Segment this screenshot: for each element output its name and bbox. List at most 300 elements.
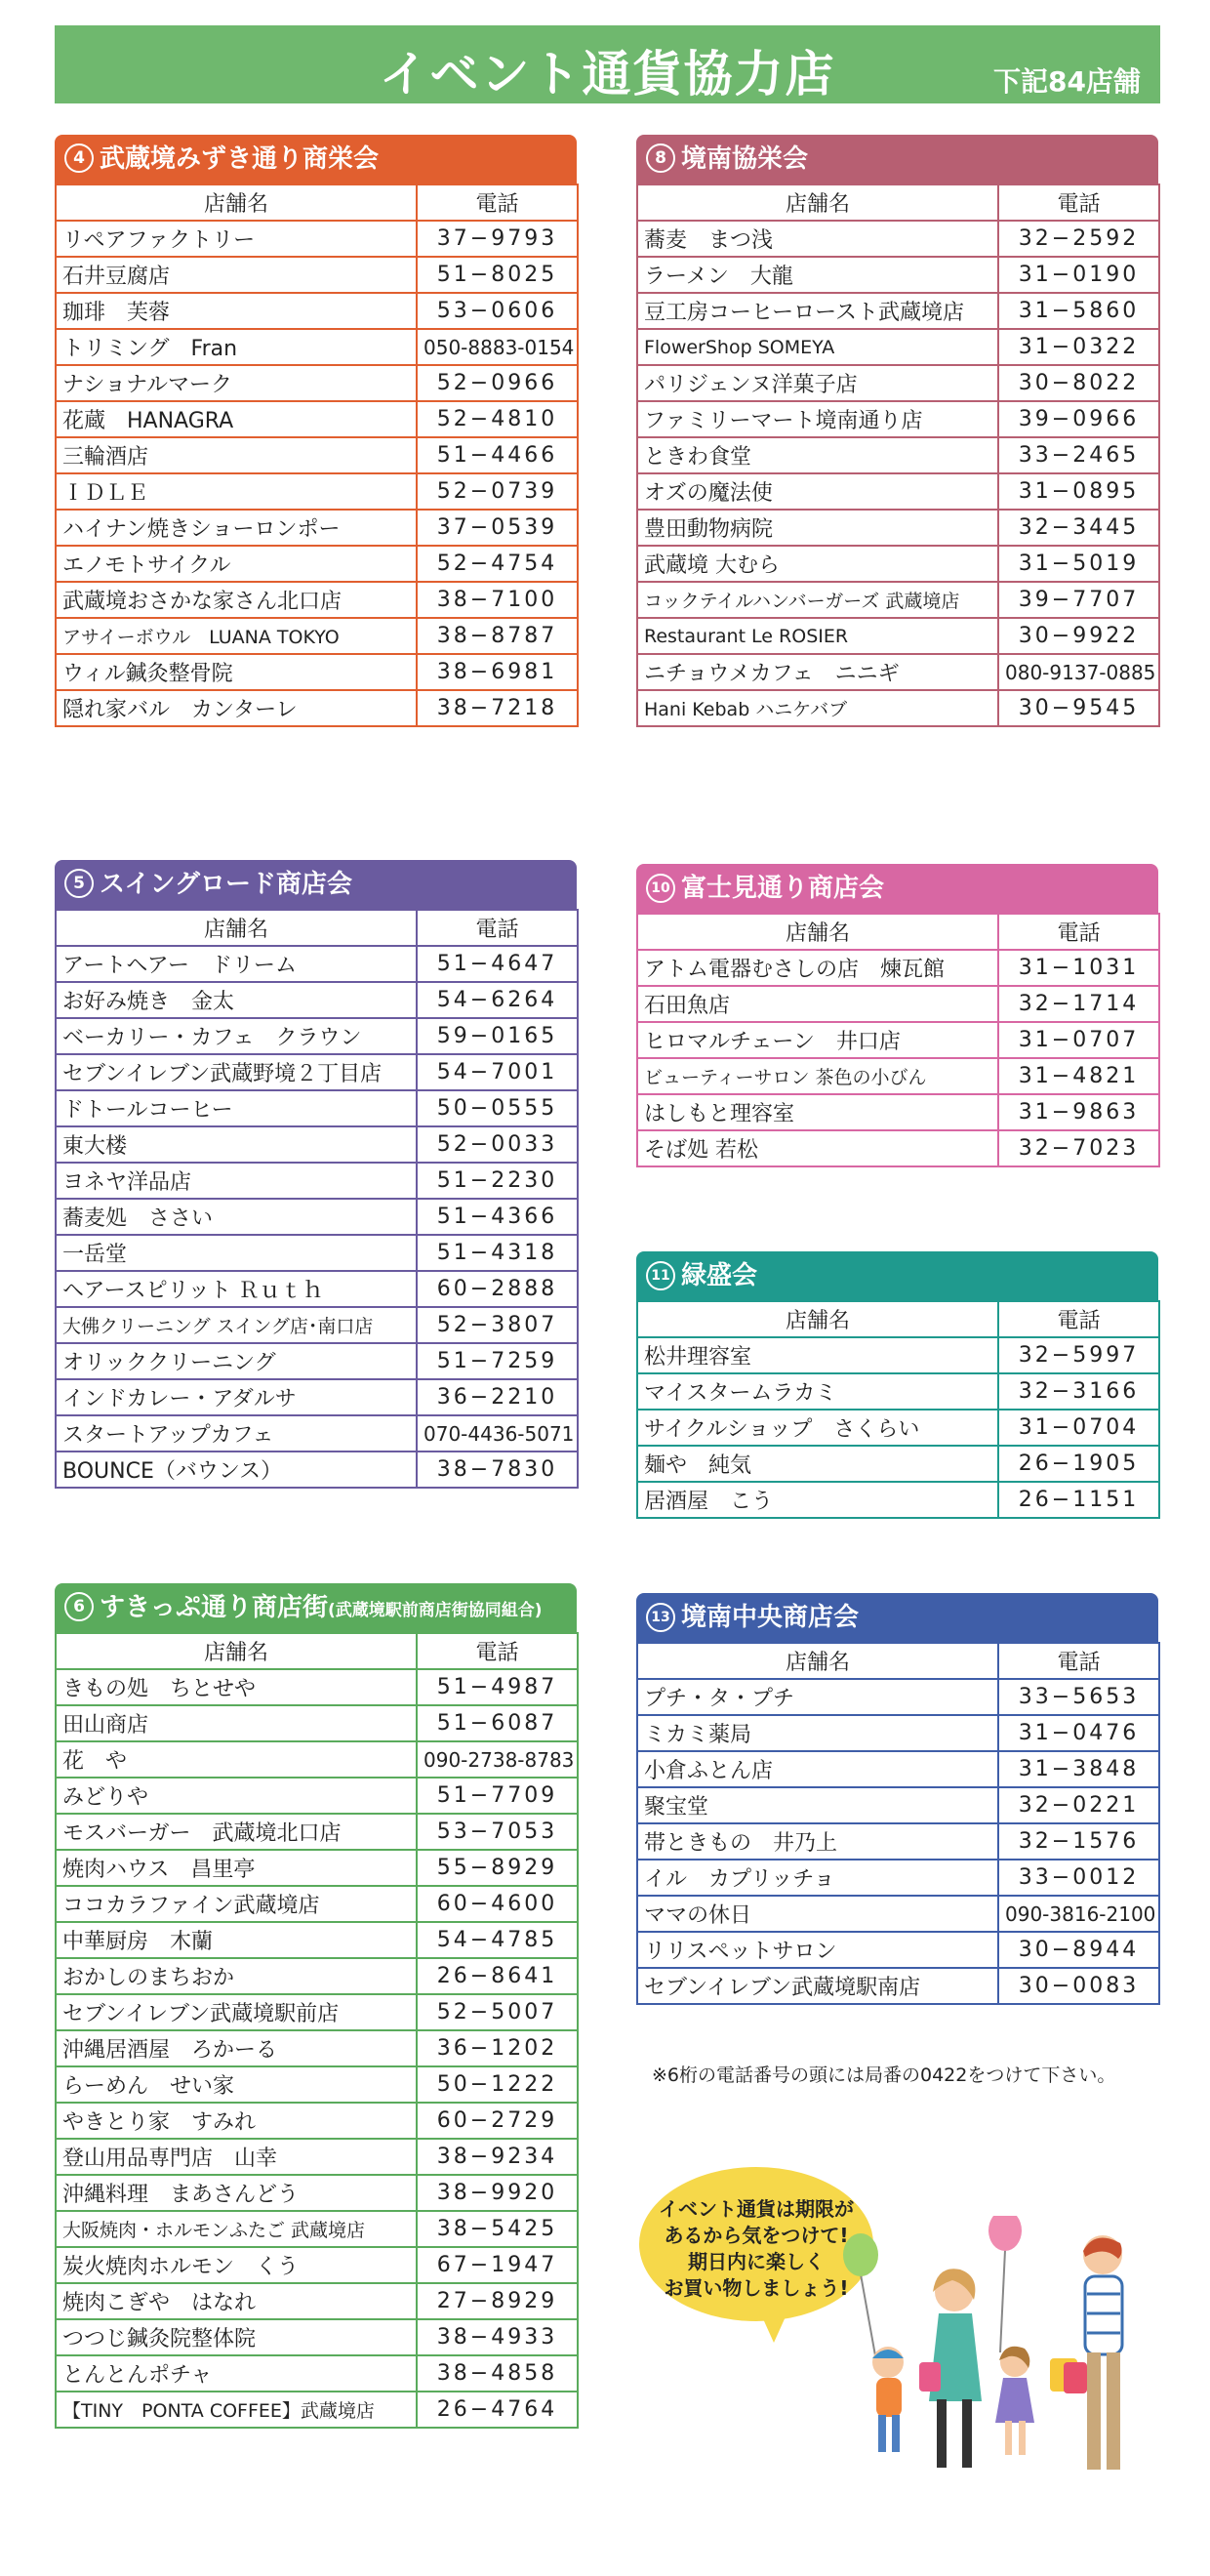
- table-row: [56, 1199, 578, 1235]
- store-table: [55, 909, 579, 1489]
- store-phone: 31−0704: [998, 1410, 1159, 1446]
- table-row: [56, 2392, 578, 2428]
- store-phone: 26−4764: [417, 2392, 578, 2428]
- store-name: マイスタームラカミ: [637, 1373, 998, 1410]
- store-phone: 60−4600: [417, 1886, 578, 1922]
- table-row: [637, 690, 1159, 726]
- table-row: [637, 329, 1159, 365]
- page-title: イベント通貨協力店: [379, 46, 836, 102]
- store-phone: 37−0539: [417, 510, 578, 546]
- table-header-row: [56, 910, 578, 946]
- section-title: 境南中央商店会: [681, 1603, 860, 1632]
- table-row: [637, 1787, 1159, 1823]
- table-row: [637, 1130, 1159, 1166]
- table-row: [56, 1705, 578, 1741]
- store-name: ラーメン 大龍: [637, 257, 998, 293]
- table-row: [56, 1958, 578, 1994]
- store-phone: 52−0739: [417, 473, 578, 510]
- store-phone: 51−2230: [417, 1163, 578, 1199]
- store-phone: 38−9234: [417, 2139, 578, 2175]
- store-phone: 31−1031: [998, 950, 1159, 986]
- boy-cap-icon: [872, 2350, 904, 2358]
- column-header-name: 店舗名: [637, 1301, 998, 1337]
- store-phone: 31−9863: [998, 1094, 1159, 1130]
- table-row: [637, 293, 1159, 329]
- table-row: [56, 1307, 578, 1343]
- store-name: やきとり家 すみれ: [56, 2103, 417, 2139]
- table-row: [56, 946, 578, 982]
- table-row: [637, 510, 1159, 546]
- store-name: ビューティーサロン 茶色の小びん: [637, 1058, 998, 1094]
- section-header: [636, 1593, 1158, 1642]
- column-header-phone: 電話: [417, 910, 578, 946]
- store-name: 松井理容室: [637, 1337, 998, 1373]
- store-phone: 32−7023: [998, 1130, 1159, 1166]
- store-name: サイクルショップ さくらい: [637, 1410, 998, 1446]
- girl-leg-icon: [1005, 2421, 1012, 2455]
- store-name: スタートアップカフェ: [56, 1415, 417, 1452]
- store-name: 炭火焼肉ホルモン くう: [56, 2247, 417, 2283]
- table-row: [637, 654, 1159, 690]
- table-header-row: [637, 1301, 1159, 1337]
- store-name: セブンイレブン武蔵境駅南店: [637, 1968, 998, 2004]
- store-phone: 27−8929: [417, 2283, 578, 2319]
- table-row: [637, 1751, 1159, 1787]
- section-number: 6: [64, 1592, 94, 1621]
- table-row: [637, 1094, 1159, 1130]
- store-phone: 38−7830: [417, 1452, 578, 1488]
- store-phone: 38−6981: [417, 654, 578, 690]
- store-phone: 080-9137-0885: [998, 654, 1159, 690]
- store-phone: 31−5860: [998, 293, 1159, 329]
- store-name: 東大楼: [56, 1126, 417, 1163]
- store-name: リリスペットサロン: [637, 1932, 998, 1968]
- store-phone: 33−5653: [998, 1679, 1159, 1715]
- store-phone: 50−0555: [417, 1090, 578, 1126]
- table-row: [56, 1054, 578, 1090]
- section-title: 緑盛会: [681, 1261, 758, 1290]
- store-phone: 54−6264: [417, 982, 578, 1018]
- table-row: [56, 473, 578, 510]
- store-name: トリミング Fran: [56, 329, 417, 365]
- table-row: [56, 1850, 578, 1886]
- store-phone: 31−0895: [998, 473, 1159, 510]
- store-phone: 26−8641: [417, 1958, 578, 1994]
- column-header-phone: 電話: [998, 914, 1159, 950]
- store-name: 花 や: [56, 1741, 417, 1778]
- table-row: [637, 365, 1159, 401]
- store-phone: 52−0033: [417, 1126, 578, 1163]
- store-phone: 32−5997: [998, 1337, 1159, 1373]
- store-phone: 30−0083: [998, 1968, 1159, 2004]
- store-phone: 59−0165: [417, 1018, 578, 1054]
- store-phone: 32−1714: [998, 986, 1159, 1022]
- store-name: イル カプリッチョ: [637, 1860, 998, 1896]
- column-header-phone: 電話: [998, 1301, 1159, 1337]
- store-phone: 39−7707: [998, 582, 1159, 618]
- column-header-name: 店舗名: [637, 1643, 998, 1679]
- section-4: [55, 135, 577, 727]
- store-name: ミカミ薬局: [637, 1715, 998, 1751]
- table-row: [637, 546, 1159, 582]
- store-phone: 32−3166: [998, 1373, 1159, 1410]
- store-phone: 37−9793: [417, 221, 578, 257]
- section-13: [636, 1593, 1158, 2005]
- store-name: ナショナルマーク: [56, 365, 417, 401]
- girl-dress-icon: [995, 2378, 1034, 2423]
- table-row: [56, 582, 578, 618]
- store-phone: 38−7100: [417, 582, 578, 618]
- section-number: 10: [646, 874, 675, 903]
- store-name: 大阪焼肉・ホルモンふたご 武蔵境店: [56, 2211, 417, 2247]
- store-phone: 38−5425: [417, 2211, 578, 2247]
- table-row: [637, 1968, 1159, 2004]
- store-name: Restaurant Le ROSIER: [637, 618, 998, 654]
- table-row: [56, 1994, 578, 2030]
- shopping-bag-icon: [919, 2362, 941, 2392]
- store-phone: 51−4647: [417, 946, 578, 982]
- store-phone: 33−2465: [998, 437, 1159, 473]
- store-name: 豆工房コーヒーロースト武蔵境店: [637, 293, 998, 329]
- store-name: ウィル鍼灸整骨院: [56, 654, 417, 690]
- store-count: 下記84店舗: [993, 65, 1141, 98]
- table-row: [56, 401, 578, 437]
- store-name: ファミリーマート境南通り店: [637, 401, 998, 437]
- store-phone: 31−0190: [998, 257, 1159, 293]
- column-header-name: 店舗名: [637, 914, 998, 950]
- table-row: [56, 1814, 578, 1850]
- store-phone: 53−7053: [417, 1814, 578, 1850]
- table-row: [637, 437, 1159, 473]
- store-name: 豊田動物病院: [637, 510, 998, 546]
- store-table: [636, 913, 1160, 1167]
- table-row: [56, 293, 578, 329]
- store-table: [636, 1642, 1160, 2005]
- store-phone: 36−2210: [417, 1379, 578, 1415]
- section-header: [636, 135, 1158, 184]
- store-phone: 32−3445: [998, 510, 1159, 546]
- store-name: ヨネヤ洋品店: [56, 1163, 417, 1199]
- store-name: モスバーガー 武蔵境北口店: [56, 1814, 417, 1850]
- store-name: 蕎麦 まつ浅: [637, 221, 998, 257]
- store-phone: 090-3816-2100: [998, 1896, 1159, 1932]
- store-name: コックテイルハンバーガーズ 武蔵境店: [637, 582, 998, 618]
- store-phone: 38−8787: [417, 618, 578, 654]
- store-name: ニチョウメカフェ ニニギ: [637, 654, 998, 690]
- store-name: 田山商店: [56, 1705, 417, 1741]
- store-phone: 50−1222: [417, 2066, 578, 2103]
- section-title: 境南協栄会: [681, 144, 809, 174]
- column-header-name: 店舗名: [56, 184, 417, 221]
- store-name: ヒロマルチェーン 井口店: [637, 1022, 998, 1058]
- store-phone: 51−6087: [417, 1705, 578, 1741]
- bubble-line-1: イベント通貨は期限が: [659, 2197, 854, 2221]
- balloon-string: [1000, 2250, 1005, 2352]
- store-name: アサイーボウル LUANA TOKYO: [56, 618, 417, 654]
- store-phone: 51−7709: [417, 1778, 578, 1814]
- table-row: [637, 1022, 1159, 1058]
- table-row: [56, 2283, 578, 2319]
- shopping-bag-icon: [1064, 2362, 1087, 2393]
- section-title-note: (武蔵境駅前商店街協同組合): [328, 1601, 543, 1620]
- store-phone: 39−0966: [998, 401, 1159, 437]
- table-row: [637, 1679, 1159, 1715]
- table-row: [56, 1778, 578, 1814]
- table-row: [56, 2066, 578, 2103]
- store-phone: 51−7259: [417, 1343, 578, 1379]
- store-phone: 54−4785: [417, 1922, 578, 1958]
- column-header-name: 店舗名: [637, 184, 998, 221]
- store-phone: 30−9922: [998, 618, 1159, 654]
- store-name: ママの休日: [637, 1896, 998, 1932]
- table-header-row: [56, 184, 578, 221]
- store-phone: 55−8929: [417, 1850, 578, 1886]
- store-name: FlowerShop SOMEYA: [637, 329, 998, 365]
- store-table: [636, 1300, 1160, 1519]
- store-phone: 51−4366: [417, 1199, 578, 1235]
- table-row: [637, 401, 1159, 437]
- table-row: [56, 221, 578, 257]
- store-phone: 31−3848: [998, 1751, 1159, 1787]
- store-phone: 31−0476: [998, 1715, 1159, 1751]
- table-row: [56, 546, 578, 582]
- section-title: 武蔵境みずき通り商栄会: [100, 144, 380, 174]
- store-name: 麺や 純気: [637, 1446, 998, 1482]
- table-row: [637, 257, 1159, 293]
- store-name: 花蔵 HANAGRA: [56, 401, 417, 437]
- table-row: [56, 1922, 578, 1958]
- store-phone: 32−1576: [998, 1823, 1159, 1860]
- table-row: [56, 2319, 578, 2355]
- green-balloon-icon: [843, 2233, 878, 2276]
- store-name: リペアファクトリー: [56, 221, 417, 257]
- table-row: [637, 473, 1159, 510]
- section-title: すきっぷ通り商店街: [100, 1593, 329, 1622]
- store-phone: 38−4858: [417, 2355, 578, 2392]
- store-name: Hani Kebab ハニケバブ: [637, 690, 998, 726]
- store-phone: 31−5019: [998, 546, 1159, 582]
- store-phone: 51−4318: [417, 1235, 578, 1271]
- store-name: パリジェンヌ洋菓子店: [637, 365, 998, 401]
- store-name: 蕎麦処 ささい: [56, 1199, 417, 1235]
- store-name: 居酒屋 こう: [637, 1482, 998, 1518]
- store-phone: 52−3807: [417, 1307, 578, 1343]
- table-row: [56, 329, 578, 365]
- table-row: [56, 1126, 578, 1163]
- store-phone: 30−8022: [998, 365, 1159, 401]
- table-row: [637, 1373, 1159, 1410]
- store-name: エノモトサイクル: [56, 546, 417, 582]
- store-phone: 32−0221: [998, 1787, 1159, 1823]
- girl-leg-icon: [1019, 2421, 1026, 2455]
- table-row: [637, 1715, 1159, 1751]
- section-header: [636, 1251, 1158, 1300]
- section-11: [636, 1251, 1158, 1519]
- table-row: [56, 257, 578, 293]
- boy-leg-icon: [892, 2415, 900, 2452]
- table-row: [637, 1058, 1159, 1094]
- store-name: はしもと理容室: [637, 1094, 998, 1130]
- section-5: [55, 860, 577, 1489]
- section-number: 13: [646, 1603, 675, 1632]
- section-8: [636, 135, 1158, 727]
- store-name: 珈琲 芙蓉: [56, 293, 417, 329]
- store-name: らーめん せい家: [56, 2066, 417, 2103]
- store-phone: 52−5007: [417, 1994, 578, 2030]
- store-phone: 26−1905: [998, 1446, 1159, 1482]
- store-phone: 52−0966: [417, 365, 578, 401]
- store-phone: 54−7001: [417, 1054, 578, 1090]
- table-row: [56, 510, 578, 546]
- table-row: [56, 1018, 578, 1054]
- store-name: ＩＤＬＥ: [56, 473, 417, 510]
- section-6: [55, 1583, 577, 2429]
- table-row: [56, 1163, 578, 1199]
- column-header-name: 店舗名: [56, 910, 417, 946]
- store-name: そば処 若松: [637, 1130, 998, 1166]
- store-phone: 38−7218: [417, 690, 578, 726]
- store-phone: 050-8883-0154: [417, 329, 578, 365]
- table-row: [56, 2103, 578, 2139]
- store-name: 焼肉こぎや はなれ: [56, 2283, 417, 2319]
- store-name: ベーカリー・カフェ クラウン: [56, 1018, 417, 1054]
- section-number: 4: [64, 143, 94, 173]
- boy-leg-icon: [878, 2415, 886, 2452]
- store-phone: 52−4754: [417, 546, 578, 582]
- store-name: 武蔵境 大むら: [637, 546, 998, 582]
- store-phone: 60−2888: [417, 1271, 578, 1307]
- store-name: お好み焼き 金太: [56, 982, 417, 1018]
- store-name: 帯ときもの 井乃上: [637, 1823, 998, 1860]
- section-number: 8: [646, 143, 675, 173]
- table-row: [637, 1482, 1159, 1518]
- section-title: 富士見通り商店会: [681, 874, 885, 903]
- table-row: [56, 2355, 578, 2392]
- store-phone: 51−8025: [417, 257, 578, 293]
- table-header-row: [637, 1643, 1159, 1679]
- store-name: 聚宝堂: [637, 1787, 998, 1823]
- store-phone: 070-4436-5071: [417, 1415, 578, 1452]
- table-row: [56, 982, 578, 1018]
- table-row: [637, 221, 1159, 257]
- table-header-row: [56, 1633, 578, 1669]
- bubble-line-3: 期日内に楽しく: [688, 2250, 825, 2273]
- bubble-tail: [756, 2304, 791, 2343]
- table-row: [637, 1337, 1159, 1373]
- store-phone: 090-2738-8783: [417, 1741, 578, 1778]
- section-number: 11: [646, 1261, 675, 1290]
- store-name: プチ・タ・プチ: [637, 1679, 998, 1715]
- bubble-line-4: お買い物しましょう!: [664, 2276, 849, 2300]
- store-phone: 38−4933: [417, 2319, 578, 2355]
- table-row: [56, 1271, 578, 1307]
- table-row: [56, 1343, 578, 1379]
- header-banner: [55, 25, 1160, 103]
- boy-body-icon: [876, 2378, 902, 2417]
- store-phone: 38−9920: [417, 2175, 578, 2211]
- table-row: [56, 365, 578, 401]
- column-header-phone: 電話: [998, 184, 1159, 221]
- store-name: 【TINY PONTA COFFEE】武蔵境店: [56, 2392, 417, 2428]
- store-name: 一岳堂: [56, 1235, 417, 1271]
- store-name: BOUNCE（バウンス）: [56, 1452, 417, 1488]
- table-row: [56, 2211, 578, 2247]
- section-header: [55, 135, 577, 184]
- store-phone: 30−8944: [998, 1932, 1159, 1968]
- table-row: [637, 1446, 1159, 1482]
- store-name: セブンイレブン武蔵境駅前店: [56, 1994, 417, 2030]
- store-name: ヘアースピリット Ｒｕｔｈ: [56, 1271, 417, 1307]
- store-name: 隠れ家バル カンターレ: [56, 690, 417, 726]
- table-row: [637, 1932, 1159, 1968]
- store-name: 沖縄料理 まあさんどう: [56, 2175, 417, 2211]
- store-name: アトム電器むさしの店 煉瓦館: [637, 950, 998, 986]
- store-phone: 53−0606: [417, 293, 578, 329]
- table-row: [637, 950, 1159, 986]
- store-table: [55, 1632, 579, 2429]
- column-header-name: 店舗名: [56, 1633, 417, 1669]
- store-phone: 31−4821: [998, 1058, 1159, 1094]
- table-row: [56, 654, 578, 690]
- table-row: [637, 1896, 1159, 1932]
- table-row: [56, 1669, 578, 1705]
- store-phone: 36−1202: [417, 2030, 578, 2066]
- store-phone: 30−9545: [998, 690, 1159, 726]
- store-phone: 51−4466: [417, 437, 578, 473]
- store-name: 小倉ふとん店: [637, 1751, 998, 1787]
- store-name: ときわ食堂: [637, 437, 998, 473]
- father-leg-icon: [1087, 2352, 1101, 2470]
- table-row: [56, 2247, 578, 2283]
- store-name: おかしのまちおか: [56, 1958, 417, 1994]
- table-header-row: [637, 914, 1159, 950]
- store-name: 大佛クリーニング スイング店･南口店: [56, 1307, 417, 1343]
- store-name: 沖縄居酒屋 ろかーる: [56, 2030, 417, 2066]
- store-phone: 31−0707: [998, 1022, 1159, 1058]
- store-name: オズの魔法使: [637, 473, 998, 510]
- mother-leg-icon: [937, 2399, 947, 2468]
- phone-note: ※6桁の電話番号の頭には局番の0422をつけて下さい。: [652, 2065, 1116, 2086]
- store-name: インドカレー・アダルサ: [56, 1379, 417, 1415]
- father-shirt-icon: [1085, 2276, 1122, 2354]
- table-row: [637, 1410, 1159, 1446]
- table-row: [637, 618, 1159, 654]
- store-phone: 33−0012: [998, 1860, 1159, 1896]
- section-number: 5: [64, 869, 94, 898]
- store-name: とんとんポチャ: [56, 2355, 417, 2392]
- table-row: [637, 1823, 1159, 1860]
- store-name: 中華厨房 木蘭: [56, 1922, 417, 1958]
- table-row: [56, 618, 578, 654]
- table-header-row: [637, 184, 1159, 221]
- section-title: スイングロード商店会: [100, 870, 352, 899]
- store-name: アートヘアー ドリーム: [56, 946, 417, 982]
- store-name: ドトールコーヒー: [56, 1090, 417, 1126]
- table-row: [637, 582, 1159, 618]
- table-row: [56, 1415, 578, 1452]
- family-illustration: [839, 2216, 1161, 2509]
- store-table: [55, 184, 579, 727]
- store-name: みどりや: [56, 1778, 417, 1814]
- table-row: [56, 2175, 578, 2211]
- store-name: 石井豆腐店: [56, 257, 417, 293]
- column-header-phone: 電話: [417, 1633, 578, 1669]
- table-row: [56, 1235, 578, 1271]
- store-name: 武蔵境おさかな家さん北口店: [56, 582, 417, 618]
- store-name: きもの処 ちとせや: [56, 1669, 417, 1705]
- store-name: ハイナン焼きショーロンポー: [56, 510, 417, 546]
- section-header: [55, 1583, 577, 1632]
